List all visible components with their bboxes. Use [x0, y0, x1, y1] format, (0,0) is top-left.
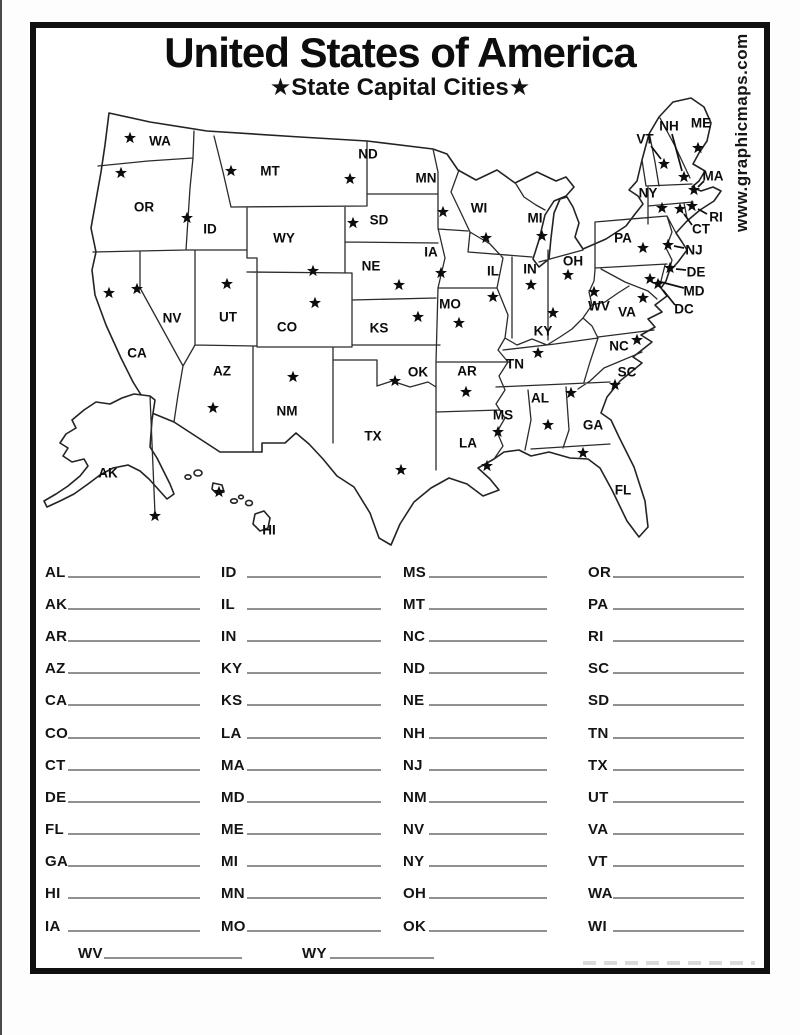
- worksheet-row-MT: [403, 588, 547, 620]
- state-label-NM: NM: [276, 403, 298, 419]
- answer-blank-CA: [68, 704, 200, 706]
- state-label-LA: LA: [459, 435, 477, 451]
- state-abbr-MI: MI: [221, 853, 239, 871]
- state-label-WY: WY: [273, 230, 295, 246]
- worksheet-row-MN: [221, 878, 381, 910]
- answer-blank-MO: [247, 930, 381, 932]
- state-label-NJ: NJ: [685, 242, 703, 258]
- state-label-NY: NY: [638, 185, 658, 201]
- worksheet-row-DE: [45, 781, 200, 813]
- state-label-WA: WA: [149, 133, 171, 149]
- worksheet-row-SC: [588, 653, 744, 685]
- state-abbr-FL: FL: [45, 821, 64, 839]
- answer-blank-SD: [613, 704, 744, 706]
- worksheet-column-1: [45, 556, 200, 942]
- worksheet-row-AR: [45, 620, 200, 652]
- state-abbr-MN: MN: [221, 885, 245, 903]
- answer-blank-IN: [247, 640, 381, 642]
- state-abbr-VA: VA: [588, 821, 609, 839]
- state-abbr-IN: IN: [221, 627, 237, 645]
- answer-blank-TN: [613, 737, 744, 739]
- worksheet-row-AZ: [45, 653, 200, 685]
- state-abbr-ME: ME: [221, 821, 245, 839]
- state-abbr-CA: CA: [45, 692, 68, 710]
- state-abbr-NE: NE: [403, 692, 425, 710]
- state-label-OH: OH: [562, 253, 584, 269]
- worksheet-row-LA: [221, 717, 381, 749]
- answer-blank-WA: [613, 897, 744, 899]
- state-abbr-HI: HI: [45, 885, 61, 903]
- worksheet-row-WA: [588, 878, 744, 910]
- state-label-HI: HI: [262, 522, 276, 538]
- worksheet-row-AK: [45, 588, 200, 620]
- state-abbr-GA: GA: [45, 853, 69, 871]
- page-title: United States of America: [164, 29, 636, 76]
- answer-blank-RI: [613, 640, 744, 642]
- answer-blank-VA: [613, 833, 744, 835]
- state-abbr-NJ: NJ: [403, 756, 423, 774]
- state-label-IA: IA: [424, 244, 438, 260]
- worksheet-row-TX: [588, 749, 744, 781]
- state-abbr-SC: SC: [588, 660, 610, 678]
- worksheet-row-UT: [588, 781, 744, 813]
- worksheet-row-NC: [403, 620, 547, 652]
- answer-blank-NC: [429, 640, 547, 642]
- answer-blank-NV: [429, 833, 547, 835]
- worksheet-row-HI: [45, 878, 200, 910]
- worksheet-column-4: [588, 556, 744, 942]
- state-abbr-ID: ID: [221, 563, 237, 581]
- state-label-SC: SC: [617, 364, 637, 380]
- answer-blank-NH: [429, 737, 547, 739]
- state-abbr-NY: NY: [403, 853, 425, 871]
- state-abbr-DE: DE: [45, 788, 67, 806]
- state-abbr-WY: WY: [302, 944, 327, 962]
- state-label-AR: AR: [457, 363, 477, 379]
- answer-blank-WY: [330, 957, 434, 959]
- worksheet-row-CT: [45, 749, 200, 781]
- state-abbr-TN: TN: [588, 724, 609, 742]
- state-label-SD: SD: [369, 212, 389, 228]
- state-label-TX: TX: [364, 428, 382, 444]
- answer-blank-PA: [613, 608, 744, 610]
- state-label-ID: ID: [203, 221, 217, 237]
- state-abbr-UT: UT: [588, 788, 609, 806]
- answer-blank-NY: [429, 865, 547, 867]
- answer-blank-WV: [104, 957, 242, 959]
- state-label-CA: CA: [127, 345, 147, 361]
- state-label-ME: ME: [690, 115, 712, 131]
- state-abbr-SD: SD: [588, 692, 610, 710]
- state-abbr-MT: MT: [403, 595, 426, 613]
- worksheet-row-WY: [302, 938, 434, 968]
- state-label-NE: NE: [361, 258, 381, 274]
- worksheet-row-NV: [403, 814, 547, 846]
- answer-blank-DE: [68, 801, 200, 803]
- state-abbr-RI: RI: [588, 627, 604, 645]
- worksheet-column-2: [221, 556, 381, 942]
- worksheet-row-NY: [403, 846, 547, 878]
- answer-blank-HI: [68, 897, 200, 899]
- answer-blank-VT: [613, 865, 744, 867]
- answer-blank-MN: [247, 897, 381, 899]
- state-abbr-OK: OK: [403, 917, 427, 935]
- worksheet-row-NJ: [403, 749, 547, 781]
- worksheet-row-IN: [221, 620, 381, 652]
- answer-blank-LA: [247, 737, 381, 739]
- worksheet-column-3: [403, 556, 547, 942]
- state-abbr-MD: MD: [221, 788, 245, 806]
- worksheet-row-NE: [403, 685, 547, 717]
- worksheet-row-ME: [221, 814, 381, 846]
- state-abbr-AR: AR: [45, 627, 68, 645]
- answer-blank-AZ: [68, 672, 200, 674]
- answer-blank-CT: [68, 769, 200, 771]
- state-abbr-NC: NC: [403, 627, 426, 645]
- answer-blank-MS: [429, 576, 547, 578]
- state-label-ND: ND: [358, 146, 378, 162]
- answer-blank-OR: [613, 576, 744, 578]
- state-label-TN: TN: [506, 356, 524, 372]
- answer-blank-AK: [68, 608, 200, 610]
- answer-blank-KS: [247, 704, 381, 706]
- answer-blank-KY: [247, 672, 381, 674]
- state-label-RI: RI: [709, 209, 723, 225]
- worksheet-row-MI: [221, 846, 381, 878]
- worksheet-row-IL: [221, 588, 381, 620]
- answer-blank-IA: [68, 930, 200, 932]
- state-label-UT: UT: [219, 309, 237, 325]
- state-label-WV: WV: [588, 298, 610, 314]
- page-subtitle: ★State Capital Cities★: [269, 74, 531, 101]
- state-label-KS: KS: [369, 320, 389, 336]
- state-label-MT: MT: [260, 163, 280, 179]
- worksheet-row-NM: [403, 781, 547, 813]
- worksheet-row-MS: [403, 556, 547, 588]
- worksheet-row-ID: [221, 556, 381, 588]
- state-label-CO: CO: [276, 319, 298, 335]
- answer-blank-NJ: [429, 769, 547, 771]
- state-abbr-MA: MA: [221, 756, 245, 774]
- worksheet-row-SD: [588, 685, 744, 717]
- state-label-MA: MA: [702, 168, 724, 184]
- worksheet-row-CA: [45, 685, 200, 717]
- worksheet-row-AL: [45, 556, 200, 588]
- state-abbr-KY: KY: [221, 660, 243, 678]
- state-label-WI: WI: [470, 200, 488, 216]
- answer-blank-WI: [613, 930, 744, 932]
- state-abbr-AL: AL: [45, 563, 66, 581]
- worksheet-row-MA: [221, 749, 381, 781]
- answer-blank-MA: [247, 769, 381, 771]
- answer-blank-CO: [68, 737, 200, 739]
- worksheet-row-RI: [588, 620, 744, 652]
- answer-blank-GA: [68, 865, 200, 867]
- worksheet-row-OH: [403, 878, 547, 910]
- state-abbr-ND: ND: [403, 660, 426, 678]
- worksheet-row-VA: [588, 814, 744, 846]
- state-label-IL: IL: [487, 263, 499, 279]
- answer-blank-MI: [247, 865, 381, 867]
- worksheet-row-NH: [403, 717, 547, 749]
- state-label-VA: VA: [618, 304, 636, 320]
- state-label-NV: NV: [162, 310, 182, 326]
- answer-blank-IL: [247, 608, 381, 610]
- worksheet-row-VT: [588, 846, 744, 878]
- state-abbr-WI: WI: [588, 917, 607, 935]
- answer-blank-UT: [613, 801, 744, 803]
- state-abbr-NM: NM: [403, 788, 427, 806]
- worksheet-row-FL: [45, 814, 200, 846]
- state-label-PA: PA: [614, 230, 632, 246]
- state-abbr-VT: VT: [588, 853, 608, 871]
- state-abbr-OR: OR: [588, 563, 612, 581]
- state-label-MD: MD: [683, 283, 705, 299]
- state-label-MI: MI: [527, 210, 543, 226]
- state-label-AZ: AZ: [213, 363, 231, 379]
- state-abbr-WA: WA: [588, 885, 613, 903]
- state-label-IN: IN: [523, 261, 537, 277]
- state-label-AK: AK: [98, 465, 118, 481]
- worksheet-row-KY: [221, 653, 381, 685]
- worksheet-row-PA: [588, 588, 744, 620]
- worksheet-row-ND: [403, 653, 547, 685]
- answer-blank-ND: [429, 672, 547, 674]
- state-abbr-MS: MS: [403, 563, 427, 581]
- state-abbr-IL: IL: [221, 595, 235, 613]
- state-abbr-CO: CO: [45, 724, 69, 742]
- worksheet-row-CO: [45, 717, 200, 749]
- state-label-NC: NC: [609, 338, 629, 354]
- state-label-GA: GA: [582, 417, 604, 433]
- answer-blank-NE: [429, 704, 547, 706]
- state-abbr-AZ: AZ: [45, 660, 66, 678]
- answer-blank-FL: [68, 833, 200, 835]
- answer-blank-NM: [429, 801, 547, 803]
- answer-blank-TX: [613, 769, 744, 771]
- state-abbr-TX: TX: [588, 756, 608, 774]
- website-url-vertical: www.graphicmaps.com: [732, 33, 751, 232]
- worksheet-row-WI: [588, 910, 744, 942]
- answer-blank-OK: [429, 930, 547, 932]
- state-label-OR: OR: [133, 199, 155, 215]
- answer-blank-SC: [613, 672, 744, 674]
- state-abbr-CT: CT: [45, 756, 66, 774]
- state-abbr-MO: MO: [221, 917, 246, 935]
- state-label-MO: MO: [439, 296, 461, 312]
- state-label-OK: OK: [407, 364, 429, 380]
- state-abbr-NV: NV: [403, 821, 425, 839]
- state-label-MS: MS: [492, 407, 514, 423]
- state-abbr-IA: IA: [45, 917, 61, 935]
- worksheet-row-GA: [45, 846, 200, 878]
- state-label-DE: DE: [686, 264, 706, 280]
- state-abbr-AK: AK: [45, 595, 68, 613]
- state-label-FL: FL: [614, 482, 632, 498]
- state-abbr-OH: OH: [403, 885, 427, 903]
- answer-blank-OH: [429, 897, 547, 899]
- state-label-KY: KY: [533, 323, 553, 339]
- state-abbr-LA: LA: [221, 724, 242, 742]
- worksheet-row-KS: [221, 685, 381, 717]
- state-abbr-PA: PA: [588, 595, 609, 613]
- state-label-DC: DC: [674, 301, 694, 317]
- answer-blank-AL: [68, 576, 200, 578]
- answer-blank-ID: [247, 576, 381, 578]
- faded-print-artifact: [583, 961, 755, 965]
- answer-blank-ME: [247, 833, 381, 835]
- worksheet-row-WV: [78, 938, 242, 968]
- state-label-AL: AL: [531, 390, 549, 406]
- worksheet-row-MD: [221, 781, 381, 813]
- worksheet-row-TN: [588, 717, 744, 749]
- state-label-NH: NH: [659, 118, 679, 134]
- state-abbr-NH: NH: [403, 724, 426, 742]
- state-label-VT: VT: [636, 131, 654, 147]
- answer-blank-AR: [68, 640, 200, 642]
- state-abbr-WV: WV: [78, 944, 103, 962]
- answer-blank-MT: [429, 608, 547, 610]
- state-label-CT: CT: [692, 221, 710, 237]
- state-label-MN: MN: [415, 170, 437, 186]
- answer-blank-MD: [247, 801, 381, 803]
- worksheet-row-OR: [588, 556, 744, 588]
- state-abbr-KS: KS: [221, 692, 243, 710]
